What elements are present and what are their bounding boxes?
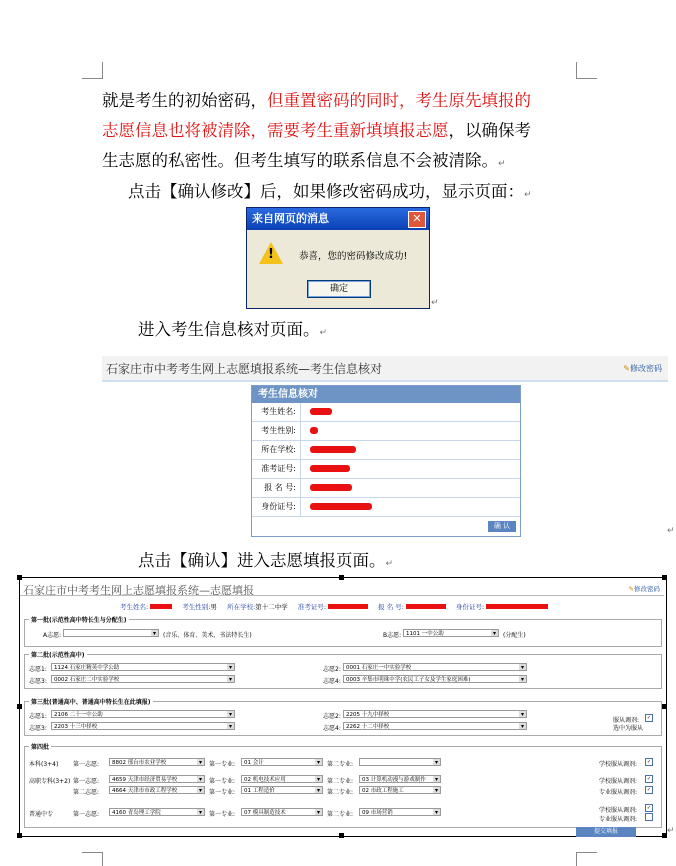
- batch2-v1-select[interactable]: 1124 石家庄精英中学公助 ▾: [51, 663, 235, 671]
- divider: [20, 595, 664, 596]
- return-mark: ↵: [667, 526, 675, 536]
- key-icon: ✎: [623, 364, 630, 373]
- message-dialog: [246, 207, 430, 309]
- batch4-row1-school-select[interactable]: 8802 邢台市农业学校 ▾: [109, 758, 205, 766]
- batch1-group: 第一批(示范性高中特长生与分配生) A志愿: ▾ (音乐、体育、美术、书法特长生) B志愿: 1101 一中公助 ▾ (分配生): [24, 619, 662, 647]
- batch4-row3-major2-select[interactable]: 02 市政工程施工 ▾: [359, 786, 441, 794]
- batch3-v3-select[interactable]: 2203 十三中择校 ▾: [51, 722, 235, 730]
- batch4-row2-major1-select[interactable]: 02 机电技术应用 ▾: [241, 775, 323, 783]
- batch2-v2-select[interactable]: 0001 石家庄一中实验学校 ▾: [343, 663, 527, 671]
- redaction: [406, 604, 446, 609]
- return-mark: ↵: [385, 559, 394, 569]
- submit-button[interactable]: 提交填报: [576, 827, 636, 837]
- warning-icon-mark: !: [268, 247, 274, 262]
- batch1-b-select[interactable]: 1101 一中公助 ▾: [403, 629, 499, 637]
- verify-row-ticket: 准考证号:: [252, 460, 520, 479]
- resize-handle[interactable]: [662, 575, 667, 580]
- redaction: [486, 604, 548, 609]
- verify-panel: [251, 385, 521, 537]
- text-plain: ，以确保考: [448, 121, 531, 140]
- text-plain: 进入考生信息核对页面。: [138, 320, 320, 339]
- student-info-line: 考生姓名: 考生性别:男 所在学校:第十二中学 准考证号: 报 名 号: 身份证号:: [120, 602, 548, 611]
- verify-footer: [252, 517, 520, 536]
- text-plain: 点击【确认修改】后，如果修改密码成功，显示页面：: [128, 182, 524, 201]
- form-screenshot: [19, 577, 667, 837]
- return-mark: ↵: [498, 159, 506, 169]
- resize-handle[interactable]: [17, 704, 22, 709]
- batch4-row1-major1-select[interactable]: 01 会计 ▾: [241, 758, 323, 766]
- batch4-row2-major2-select[interactable]: 03 计算机动漫与游戏制作 ▾: [359, 775, 441, 783]
- batch4-row3-obey-checkbox[interactable]: ✓: [646, 787, 652, 793]
- resize-handle[interactable]: [17, 575, 22, 580]
- batch4-row1-obey-checkbox[interactable]: ✓: [646, 759, 652, 765]
- change-password-link[interactable]: ✎修改密码: [628, 585, 660, 593]
- paragraph-line-6: [138, 546, 393, 579]
- verify-row-name: 考生姓名:: [252, 403, 520, 422]
- resize-handle[interactable]: [339, 575, 344, 580]
- paragraph-line-5: [138, 315, 327, 348]
- text-plain: 点击【确认】进入志愿填报页面。: [138, 551, 386, 570]
- verify-row-gender: 考生性别:: [252, 422, 520, 441]
- batch3-obey-checkbox[interactable]: ✓: [646, 715, 652, 721]
- resize-handle[interactable]: [17, 833, 22, 838]
- paragraph-line-2: [102, 116, 531, 146]
- verify-row-school: 所在学校:: [252, 441, 520, 460]
- batch4-row4-major-obey-checkbox[interactable]: [645, 813, 653, 821]
- verify-panel-title: 考生信息核对: [252, 386, 520, 403]
- return-mark: ↵: [431, 298, 439, 308]
- crop-mark-bottom-right: [576, 852, 597, 866]
- close-icon[interactable]: ✕: [408, 211, 426, 228]
- dialog-title: 来自网页的消息: [252, 212, 329, 225]
- text-red: 志愿信息也将被清除，需要考生重新填填报志愿: [102, 121, 449, 140]
- text-red: 但重置密码的同时，考生原先填报的: [267, 91, 531, 110]
- paragraph-line-4: [128, 177, 532, 210]
- verify-row-idno: 身份证号:: [252, 498, 520, 517]
- redaction: [310, 408, 332, 415]
- batch4-row4-major1-select[interactable]: 07 模具制造技术 ▾: [241, 808, 323, 816]
- paragraph-line-1: [102, 86, 531, 116]
- redaction: [310, 503, 372, 510]
- batch4-group: 第四批 本科(3+4) 第一志愿: 8802 邢台市农业学校 ▾ 第一专业: 01 会计 ▾ 第二专业: ▾ 学校服从调剂: ✓ 高职专科(3+2) 第一志愿: 4659 天津市经济贸易学校 ▾ 第一专业: 02 机电技术应用 ▾ 第二专业: 03 计算机动漫与游戏制作 ▾ 学校服从调剂: ✓ 第二志愿: 4664 天津市市政工程学校 ▾ 第一专业: 01 工程造价 ▾ 第二专业: 02 市政工程施工 ▾ 专业服从调剂: ✓ 普通中专 第一志愿: 4160 青岛理工学院 ▾ 第一专业: 07 模具制造技术 ▾ 第二专业: 09 市场营销 ▾ 学校服从调剂: ✓ 专业服从调剂:: [24, 746, 662, 828]
- batch3-v1-select[interactable]: 2106 二十一中公助 ▾: [51, 710, 235, 718]
- redaction: [310, 446, 356, 453]
- paragraph-line-3: [102, 146, 506, 179]
- text-plain: 生志愿的私密性。但考生填写的联系信息不会被清除。: [102, 151, 498, 170]
- return-mark: ↵: [524, 190, 532, 200]
- redaction: [310, 465, 350, 472]
- batch2-v4-select[interactable]: 0003 辛集市明珠中学(农民工子女及学生家庭困难) ▾: [343, 675, 527, 683]
- batch1-a-select[interactable]: [63, 629, 159, 637]
- resize-handle[interactable]: [662, 704, 667, 709]
- batch4-row3-major1-select[interactable]: 01 工程造价 ▾: [241, 786, 323, 794]
- crop-mark-top-right: [576, 62, 597, 79]
- key-icon: ✎: [628, 585, 634, 593]
- form-system-title: 石家庄市中考考生网上志愿填报系统—志愿填报: [23, 584, 254, 597]
- return-mark: ↵: [667, 826, 675, 836]
- redaction: [150, 604, 172, 609]
- dialog-title-bar: [247, 208, 429, 230]
- verify-header: [102, 356, 668, 382]
- batch4-row4-school-select[interactable]: 4160 青岛理工学院 ▾: [109, 808, 205, 816]
- batch4-row2-obey-checkbox[interactable]: ✓: [646, 776, 652, 782]
- batch4-row3-school-select[interactable]: 4664 天津市市政工程学校 ▾: [109, 786, 205, 794]
- text-plain: 就是考生的初始密码，: [102, 91, 267, 110]
- resize-handle[interactable]: [339, 833, 344, 838]
- batch4-row1-major2-select[interactable]: [359, 758, 441, 766]
- batch3-v4-select[interactable]: 2262 十二中择校 ▾: [343, 722, 527, 730]
- batch4-row4-obey-checkbox[interactable]: ✓: [646, 805, 652, 811]
- verify-row-regno: 报 名 号:: [252, 479, 520, 498]
- batch4-row4-major2-select[interactable]: 09 市场营销 ▾: [359, 808, 441, 816]
- redaction: [328, 604, 368, 609]
- batch3-group: 第三批(普通高中、普通高中特长生在此填报) 志愿1: 2106 二十一中公助 ▾ 志愿2: 2205 十九中择校 ▾ 志愿3: 2203 十三中择校 ▾ 志愿4: 2262 十二中择校 ▾ 服从调剂: ✓ 选中为服从: [24, 701, 662, 736]
- ok-button[interactable]: 确定: [307, 280, 371, 298]
- return-mark: ↵: [319, 328, 328, 338]
- redaction: [310, 427, 318, 434]
- crop-mark-top-left: [82, 62, 103, 79]
- confirm-button[interactable]: 确 认: [488, 521, 516, 532]
- change-password-link[interactable]: ✎修改密码: [623, 364, 662, 373]
- batch2-group: 第二批(示范性高中) 志愿1: 1124 石家庄精英中学公助 ▾ 志愿2: 0001 石家庄一中实验学校 ▾ 志愿3: 0002 石家庄二中实验学校 ▾ 志愿4: 0003 辛集市明珠中学(农民工子女及学生家庭困难) ▾: [24, 654, 662, 689]
- redaction: [310, 484, 352, 491]
- batch4-row2-school-select[interactable]: 4659 天津市经济贸易学校 ▾: [109, 775, 205, 783]
- dialog-message: 恭喜，您的密码修改成功!: [299, 251, 408, 262]
- batch3-v2-select[interactable]: 2205 十九中择校 ▾: [343, 710, 527, 718]
- verify-system-title: 石家庄市中考考生网上志愿填报系统—考生信息核对: [106, 362, 383, 376]
- crop-mark-bottom-left: [82, 852, 103, 866]
- batch2-v3-select[interactable]: 0002 石家庄二中实验学校 ▾: [51, 675, 235, 683]
